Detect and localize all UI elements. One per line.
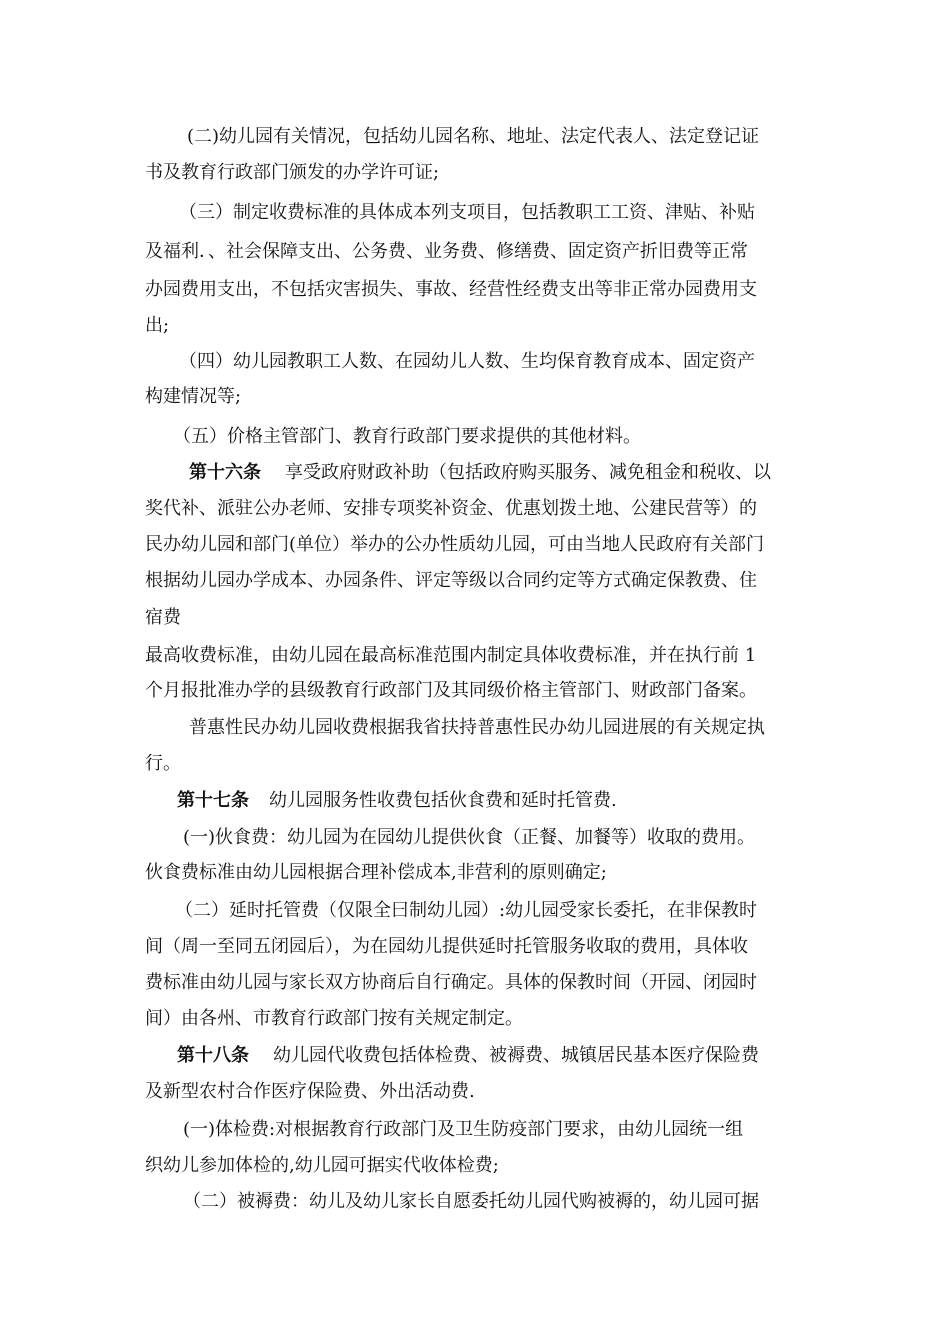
article-heading: 第十六条 bbox=[189, 462, 261, 483]
text-line: 奖代补、派驻公办老师、安排专项奖补资金、优惠划拨土地、公建民营等）的 bbox=[145, 498, 757, 519]
text-line: 最高收费标准，由幼儿园在最高标准范围内制定具体收费标准，并在执行前 1 bbox=[145, 645, 757, 666]
article-heading: 第十七条 bbox=[177, 790, 249, 811]
article-heading: 第十八条 bbox=[177, 1045, 249, 1066]
text-line: （二）被褥费：幼儿及幼儿家长自愿委托幼儿园代购被褥的，幼儿园可据 bbox=[183, 1191, 759, 1212]
text-line: （三）制定收费标准的具体成本列支项目，包括教职工工资、津贴、补贴 bbox=[179, 202, 755, 223]
text-line: 个月报批准办学的县级教育行政部门及其同级价格主管部门、财政部门备案。 bbox=[145, 680, 757, 701]
text-line: 普惠性民办幼儿园收费根据我省扶持普惠性民办幼儿园进展的有关规定执 bbox=[189, 717, 765, 738]
text-line: 享受政府财政补助（包括政府购买服务、减免租金和税收、以 bbox=[285, 462, 771, 483]
text-line: 幼儿园代收费包括体检费、被褥费、城镇居民基本医疗保险费 bbox=[273, 1045, 759, 1066]
text-line: 费标准由幼儿园与家长双方协商后自行确定。具体的保教时间（开园、闭园时 bbox=[145, 972, 757, 993]
text-line: 宿费 bbox=[145, 607, 181, 628]
text-line: 书及教育行政部门颁发的办学许可证; bbox=[145, 162, 440, 183]
text-line: 根据幼儿园办学成本、办园条件、评定等级以合同约定等方式确定保教费、住 bbox=[145, 570, 757, 591]
text-line: 办园费用支出，不包括灾害损失、事故、经营性经费支出等非正常办园费用支 bbox=[145, 279, 757, 300]
text-line: 伙食费标准由幼儿园根据合理补偿成本,非营利的原则确定; bbox=[145, 862, 607, 883]
text-line: 幼儿园服务性收费包括伙食费和延时托管费. bbox=[269, 790, 617, 811]
text-line: 间（周一至同五闭园后），为在园幼儿提供延时托管服务收取的费用，具体收 bbox=[145, 936, 748, 957]
text-line: (一)体检费:对根据教育行政部门及卫生防疫部门要求，由幼儿园统一组 bbox=[183, 1119, 744, 1140]
text-line: 及新型农村合作医疗保险费、外出活动费. bbox=[145, 1081, 475, 1102]
text-line: (一)伙食费：幼儿园为在园幼儿提供伙食（正餐、加餐等）收取的费用。 bbox=[183, 827, 756, 848]
text-line: （四）幼儿园教职工人数、在园幼儿人数、生均保育教育成本、固定资产 bbox=[179, 351, 755, 372]
text-line: 民办幼儿园和部门(单位）举办的公办性质幼儿园，可由当地人民政府有关部门 bbox=[145, 534, 765, 555]
text-line: 行。 bbox=[145, 753, 181, 774]
text-line: 出; bbox=[145, 315, 170, 336]
text-line: (二)幼儿园有关情况，包括幼儿园名称、地址、法定代表人、法定登记证 bbox=[187, 126, 760, 147]
text-line: 间）由各州、市教育行政部门按有关规定制定。 bbox=[145, 1008, 523, 1029]
text-line: （二）延时托管费（仅限全曰制幼儿园）:幼儿园受家长委托，在非保教时 bbox=[175, 900, 758, 921]
text-line: 织幼儿参加体检的,幼儿园可据实代收体检费; bbox=[145, 1155, 499, 1176]
text-line: 构建情况等; bbox=[145, 386, 242, 407]
text-line: （五）价格主管部门、教育行政部门要求提供的其他材料。 bbox=[173, 426, 641, 447]
text-line: 及福利．、社会保障支出、公务费、业务费、修缮费、固定资产折旧费等正常 bbox=[145, 241, 748, 262]
